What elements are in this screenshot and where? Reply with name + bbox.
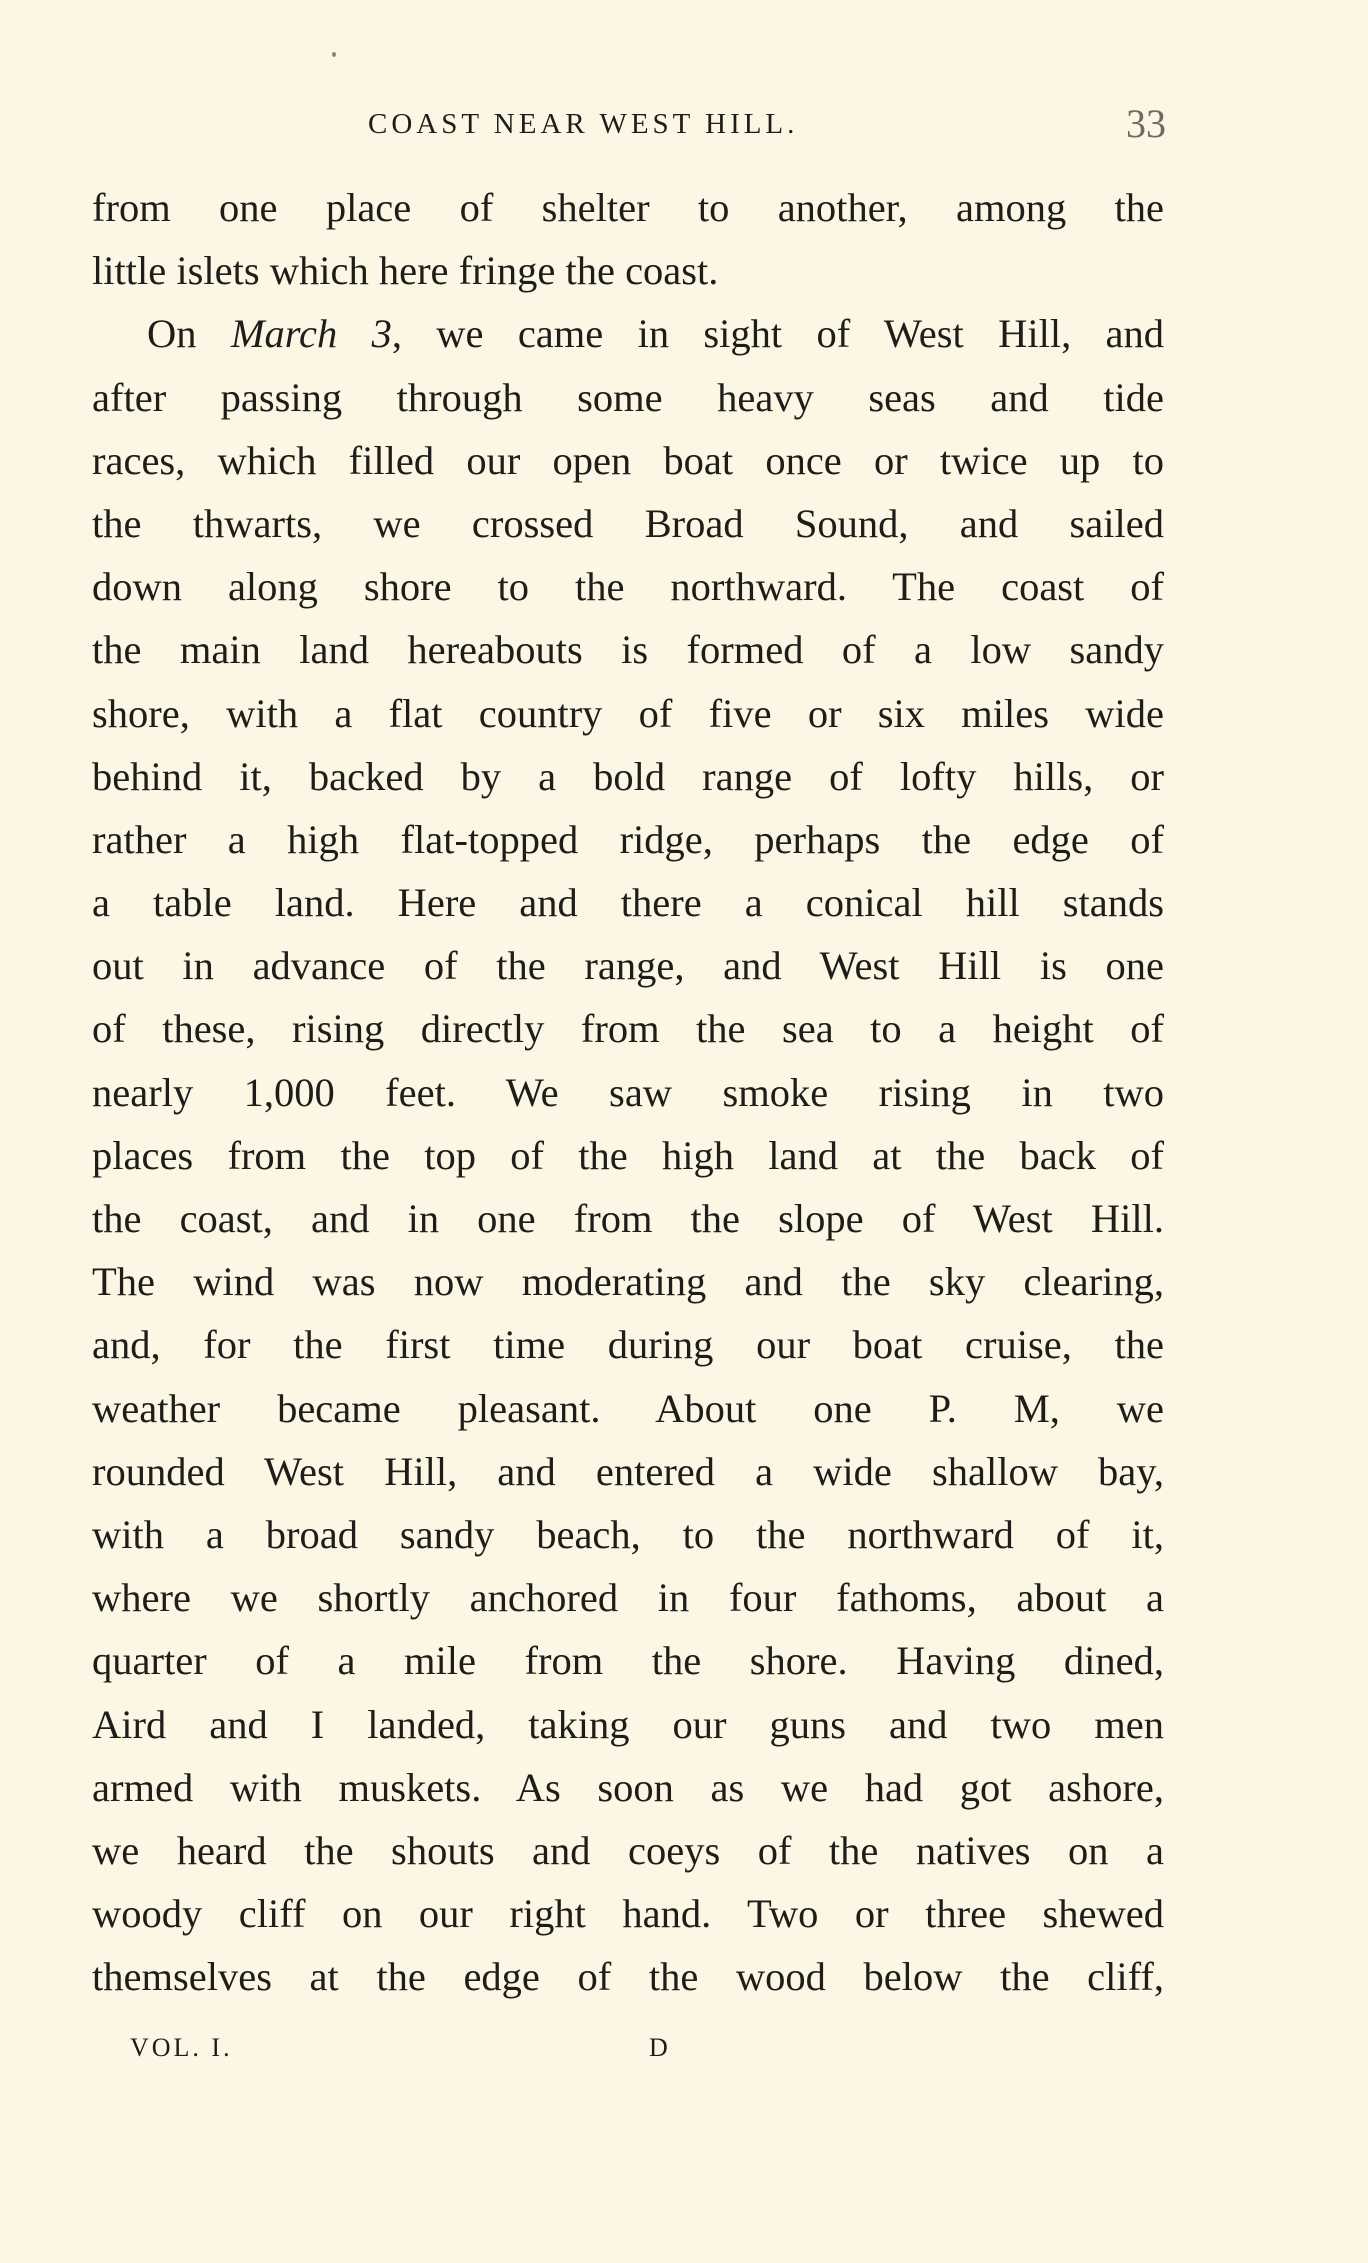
line-text: and, for the first time during our boat cruise, the <box>92 1322 1164 1368</box>
text-line <box>92 1882 1164 1945</box>
line-text: where we shortly anchored in four fathoms, about a <box>92 1575 1164 1621</box>
text-line <box>92 555 1164 618</box>
text-line <box>92 1377 1164 1440</box>
line-text: the main land hereabouts is formed of a low sandy <box>92 627 1164 673</box>
text-line <box>92 1819 1164 1882</box>
line-text: quarter of a mile from the shore. Having dined, <box>92 1638 1164 1684</box>
line-text: rounded West Hill, and entered a wide shallow bay, <box>92 1448 1164 1494</box>
line-text: armed with muskets. As soon as we had got ashore, <box>92 1764 1164 1810</box>
line-text: places from the top of the high land at the back of <box>92 1132 1164 1178</box>
line-text: races, which filled our open boat once or twice up to <box>92 437 1164 483</box>
page-footer <box>0 2028 1368 2068</box>
line-text: weather became pleasant. About one P. M, we <box>92 1385 1164 1431</box>
text-line <box>92 1503 1164 1566</box>
line-text: shore, with a flat country of five or six miles wide <box>92 690 1164 736</box>
line-text: out in advance of the range, and West Hill is one <box>92 943 1164 989</box>
text-line <box>92 302 1164 365</box>
line-text: woody cliff on our right hand. Two or three shewed <box>92 1891 1164 1937</box>
text-line <box>92 997 1164 1060</box>
running-head <box>0 100 1368 148</box>
line-text: little islets which here fringe the coast. <box>92 248 719 294</box>
text-line <box>92 1440 1164 1503</box>
text-line <box>92 429 1164 492</box>
line-text: themselves at the edge of the wood below the cliff, <box>92 1954 1164 2000</box>
line-text: the thwarts, we crossed Broad Sound, and sailed <box>92 500 1164 546</box>
line-lead: On <box>147 311 231 357</box>
page-number: 33 <box>1126 101 1166 146</box>
text-line <box>92 1629 1164 1692</box>
text-line <box>92 1693 1164 1756</box>
line-text: The wind was now moderating and the sky clearing, <box>92 1259 1164 1305</box>
text-line <box>92 934 1164 997</box>
text-line <box>92 871 1164 934</box>
text-line <box>92 176 1164 239</box>
line-text: with a broad sandy beach, to the northward of it, <box>92 1511 1164 1557</box>
text-line <box>92 618 1164 681</box>
body-text <box>92 176 1164 2008</box>
line-text: from one place of shelter to another, among the <box>92 185 1164 230</box>
paper-speck <box>332 52 336 57</box>
text-line <box>92 682 1164 745</box>
gathering-signature: D <box>649 2033 668 2062</box>
line-text: , we came in sight of West Hill, and <box>391 311 1164 357</box>
running-title: COAST NEAR WEST HILL. <box>368 108 799 140</box>
line-text: nearly 1,000 feet. We saw smoke rising in two <box>92 1069 1164 1115</box>
text-line <box>92 1945 1164 2008</box>
text-line <box>92 808 1164 871</box>
line-text: the coast, and in one from the slope of West Hill. <box>92 1196 1164 1241</box>
text-line <box>92 745 1164 808</box>
line-text: down along shore to the northward. The coast of <box>92 564 1164 610</box>
text-line <box>92 492 1164 555</box>
line-text: behind it, backed by a bold range of lofty hills, or <box>92 753 1164 799</box>
line-text: rather a high flat-topped ridge, perhaps the edge of <box>92 816 1164 862</box>
volume-signature: VOL. I. <box>130 2033 233 2062</box>
line-text: a table land. Here and there a conical hill stands <box>92 880 1164 926</box>
text-line <box>92 1250 1164 1313</box>
text-line <box>92 366 1164 429</box>
line-text: after passing through some heavy seas and tide <box>92 374 1164 420</box>
text-line <box>92 1566 1164 1629</box>
line-text: of these, rising directly from the sea to a height of <box>92 1006 1164 1052</box>
text-line <box>92 1124 1164 1187</box>
text-line <box>92 1187 1164 1250</box>
text-line <box>92 1756 1164 1819</box>
text-line <box>92 1061 1164 1124</box>
text-line <box>92 1313 1164 1376</box>
line-text: Aird and I landed, taking our guns and two men <box>92 1701 1164 1747</box>
text-line <box>92 239 1164 302</box>
line-text: we heard the shouts and coeys of the natives on a <box>92 1827 1164 1873</box>
italic-date: March 3 <box>230 311 392 357</box>
